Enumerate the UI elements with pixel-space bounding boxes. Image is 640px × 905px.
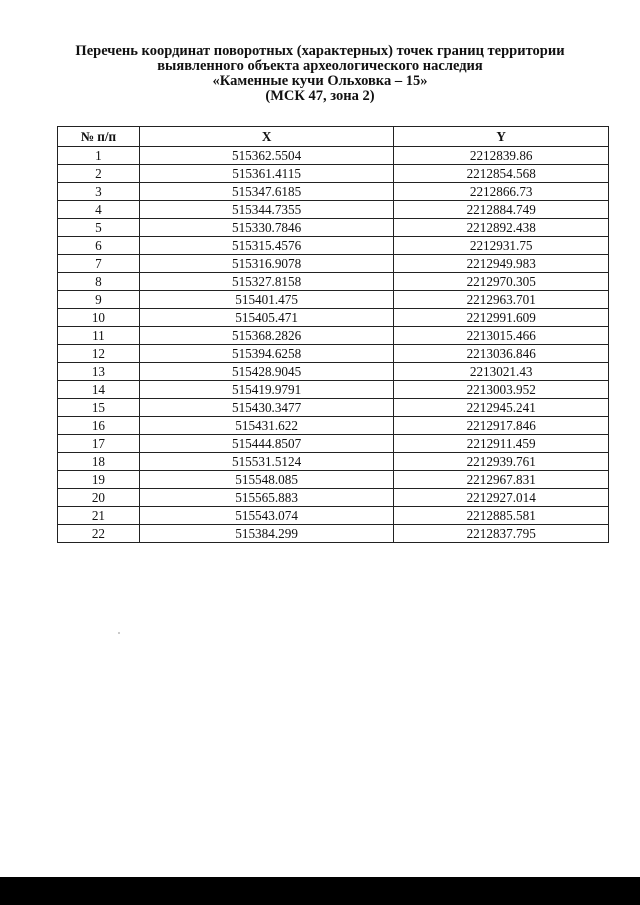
cell-x: 515419.9791 <box>139 381 394 399</box>
cell-y: 2212892.438 <box>394 219 609 237</box>
cell-number: 3 <box>58 183 140 201</box>
header-y: Y <box>394 127 609 147</box>
cell-number: 19 <box>58 471 140 489</box>
cell-x: 515543.074 <box>139 507 394 525</box>
cell-y: 2212866.73 <box>394 183 609 201</box>
cell-number: 21 <box>58 507 140 525</box>
cell-y: 2213015.466 <box>394 327 609 345</box>
cell-x: 515344.7355 <box>139 201 394 219</box>
cell-x: 515316.9078 <box>139 255 394 273</box>
cell-number: 13 <box>58 363 140 381</box>
table-body <box>58 147 609 543</box>
cell-number: 11 <box>58 327 140 345</box>
cell-number: 7 <box>58 255 140 273</box>
table-row <box>58 399 609 417</box>
coordinates-table <box>57 126 609 543</box>
table-row <box>58 525 609 543</box>
table-row <box>58 363 609 381</box>
cell-x: 515548.085 <box>139 471 394 489</box>
table-row <box>58 381 609 399</box>
table-row <box>58 183 609 201</box>
cell-number: 20 <box>58 489 140 507</box>
table-row <box>58 417 609 435</box>
cell-x: 515330.7846 <box>139 219 394 237</box>
table-row <box>58 345 609 363</box>
header-number: № п/п <box>58 127 140 147</box>
cell-y: 2212911.459 <box>394 435 609 453</box>
cell-number: 6 <box>58 237 140 255</box>
cell-y: 2212963.701 <box>394 291 609 309</box>
cell-y: 2212854.568 <box>394 165 609 183</box>
cell-number: 2 <box>58 165 140 183</box>
cell-number: 8 <box>58 273 140 291</box>
cell-x: 515394.6258 <box>139 345 394 363</box>
cell-number: 5 <box>58 219 140 237</box>
cell-y: 2212839.86 <box>394 147 609 165</box>
scan-speck <box>118 632 120 634</box>
cell-x: 515428.9045 <box>139 363 394 381</box>
cell-y: 2212967.831 <box>394 471 609 489</box>
cell-x: 515401.475 <box>139 291 394 309</box>
cell-number: 22 <box>58 525 140 543</box>
cell-y: 2212945.241 <box>394 399 609 417</box>
table-row <box>58 435 609 453</box>
cell-y: 2212931.75 <box>394 237 609 255</box>
cell-y: 2212991.609 <box>394 309 609 327</box>
table-header <box>58 127 609 147</box>
cell-x: 515430.3477 <box>139 399 394 417</box>
cell-x: 515361.4115 <box>139 165 394 183</box>
cell-number: 10 <box>58 309 140 327</box>
cell-number: 15 <box>58 399 140 417</box>
cell-number: 17 <box>58 435 140 453</box>
cell-x: 515531.5124 <box>139 453 394 471</box>
cell-number: 9 <box>58 291 140 309</box>
cell-x: 515431.622 <box>139 417 394 435</box>
cell-x: 515444.8507 <box>139 435 394 453</box>
cell-y: 2212885.581 <box>394 507 609 525</box>
table-row <box>58 291 609 309</box>
table-row <box>58 309 609 327</box>
table-row <box>58 471 609 489</box>
cell-y: 2213036.846 <box>394 345 609 363</box>
table-row <box>58 219 609 237</box>
cell-y: 2212927.014 <box>394 489 609 507</box>
title-line-1: Перечень координат поворотных (характерных) точек границ территории <box>75 43 565 59</box>
cell-x: 515565.883 <box>139 489 394 507</box>
cell-x: 515347.6185 <box>139 183 394 201</box>
cell-x: 515405.471 <box>139 309 394 327</box>
cell-y: 2212884.749 <box>394 201 609 219</box>
document-title <box>0 44 640 104</box>
table-row <box>58 273 609 291</box>
table-row <box>58 237 609 255</box>
table-row <box>58 255 609 273</box>
title-line-4: (МСК 47, зона 2) <box>265 88 375 104</box>
cell-x: 515368.2826 <box>139 327 394 345</box>
cell-number: 1 <box>58 147 140 165</box>
title-line-3: «Каменные кучи Ольховка – 15» <box>212 73 428 89</box>
table-row <box>58 147 609 165</box>
cell-number: 12 <box>58 345 140 363</box>
cell-x: 515362.5504 <box>139 147 394 165</box>
cell-number: 4 <box>58 201 140 219</box>
cell-y: 2213021.43 <box>394 363 609 381</box>
cell-y: 2212970.305 <box>394 273 609 291</box>
title-line-2: выявленного объекта археологического наследия <box>157 58 483 74</box>
cell-number: 16 <box>58 417 140 435</box>
cell-y: 2213003.952 <box>394 381 609 399</box>
cell-x: 515315.4576 <box>139 237 394 255</box>
table-row <box>58 327 609 345</box>
table-row <box>58 453 609 471</box>
header-x: X <box>139 127 394 147</box>
cell-x: 515384.299 <box>139 525 394 543</box>
table-row <box>58 507 609 525</box>
table-row <box>58 201 609 219</box>
cell-number: 18 <box>58 453 140 471</box>
cell-y: 2212949.983 <box>394 255 609 273</box>
table-row <box>58 165 609 183</box>
cell-y: 2212917.846 <box>394 417 609 435</box>
scan-bottom-edge <box>0 877 640 905</box>
cell-number: 14 <box>58 381 140 399</box>
cell-y: 2212837.795 <box>394 525 609 543</box>
cell-y: 2212939.761 <box>394 453 609 471</box>
cell-x: 515327.8158 <box>139 273 394 291</box>
table-row <box>58 489 609 507</box>
header-row <box>58 127 609 147</box>
